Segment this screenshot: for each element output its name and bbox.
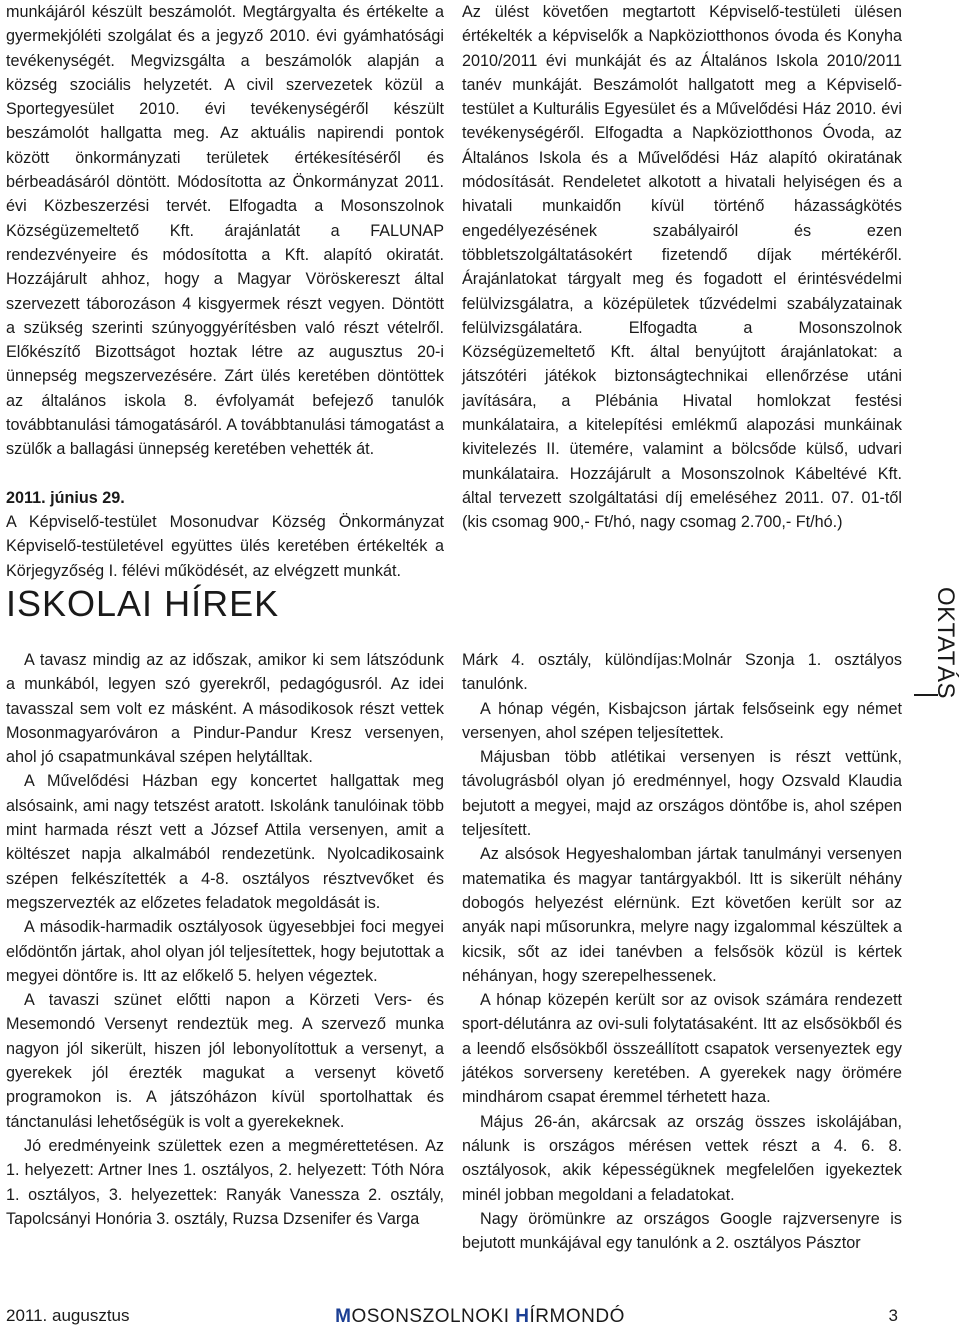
bottom-right-column — [462, 648, 902, 1255]
title-initial: M — [335, 1306, 352, 1327]
paragraph: munkájáról készült beszámolót. Megtárgyalta és értékelte a gyermekjóléti szolgálat és a jegyző 2010. évi gyámhatósági tevékenységét. Megvizsgálta a beszámolók alapján a község szociális helyzetét. A civil szervezetek közül a Sportegyesület 2010. évi tevékenységéről készült beszámolót hallgatta meg. Az aktuális napirendi pontok között önkormányzati területek értékesítéséről és bérbeadásáról döntött. Módosította az Önkormányzat 2011. évi Közbeszerzési tervét. Elfogadta a Mosonszolnok Községüzemeltető Kft. árajánlatát a FALUNAP rendezvényeire és módosította a Kft. alapító okiratát. Hozzájárult ahhoz, hogy a Magyar Vöröskereszt által szervezett táborozáson 4 kisgyermek részt vegyen. Döntött a szükség szerinti szúnyoggyérítésben való részt vételről. Előkészítő Bizottságot hoztak létre az augusztus 20-i ünnepség megszervezésére. Zárt ülés keretében döntöttek az általános iskola 8. évfolyamát befejező tanulók továbbtanulási támogatásáról. A továbbtanulási támogatást a szülők a ballagási ünnepség keretében vehették át. — [6, 3, 444, 459]
title-part: ÍRMONDÓ — [529, 1306, 625, 1327]
page-footer — [0, 1306, 960, 1332]
side-label — [908, 585, 959, 705]
top-left-column — [6, 0, 444, 583]
paragraph: Jó eredményeink születtek ezen a megmérettetésen. Az 1. helyezett: Artner Ines 1. osztályos, 2. helyezett: Tóth Nóra 1. osztályos, 3. helyezettek: Ranyák Vanessza 2. osztály, Tapolcsányi Honória 3. osztály, Ruzsa Dzsenifer és Varga — [6, 1136, 444, 1228]
side-label-text: OKTATÁS — [932, 587, 959, 699]
paragraph: A tavasz mindig az az időszak, amikor ki sem látszódunk a munkából, legyen szó gyerekről, pedagógusról. Az idei tavasszal sem volt ez másként. A másodikosok részt vettek Mosonmagyaróváron a Pindur-Pandur Kresz versenyen, ahol jó csapatmunkával szépen helytálltak. — [6, 651, 444, 767]
paragraph: A Képviselő-testület Mosonudvar Község Önkormányzat Képviselő-testületével együttes ülés keretében értékelték a Körjegyzőség I. félévi működését, az elvégzett munkát. — [6, 512, 444, 580]
paragraph: A tavaszi szünet előtti napon a Körzeti Vers- és Mesemondó Versenyt rendeztük meg. A szervező munka nagyon jól sikerült, hiszen jól lebonyolítottuk a versenyt, a gyerekek jól érezték magukat a versenyt követő programokon is. A játszóházon kívül sportolhattak és tánctanulási lehetőségük is volt a gyerekeknek. — [6, 991, 444, 1131]
paragraph: Az alsósok Hegyeshalomban jártak tanulmányi versenyen matematika és magyar tantárgyakból. Itt is sikerült néhány dobogós helyezést elérnünk. Ezt követően került sor az anyák napi műsorunkra, melyre nagy izgalommal készültek a kicsik, sőt az idei tanévben a felsősök közül is kértek néhányan, hogy szerepelhessenek. — [462, 845, 902, 985]
date-heading: 2011. június 29. — [6, 488, 125, 507]
page-number: 3 — [888, 1306, 898, 1325]
section-title: ISKOLAI HÍREK — [6, 583, 280, 624]
paragraph: A hónap közepén került sor az ovisok számára rendezett sport-délutánra az ovi-suli folytatásaként. Itt az elsősökből és a leendő elsősökből összeállított csapatok versenyeztek egy játékos sorverseny keretében. A gyerekek nagy örömére mindhárom csapat éremmel térhetett haza. — [462, 991, 902, 1107]
paragraph: Az ülést követően megtartott Képviselő-testületi ülésen értékelték a képviselők a Napköziotthonos óvoda és Konyha 2010/2011 évi munkáját és az Általános Iskola 2010/2011 tanév munkáját. Beszámolót hallgatott meg a Képviselő-testület a Kulturális Egyesület és a Művelődési Ház 2010. évi tevékenységéről. Elfogadta a Napköziotthonos Óvoda, az Általános Iskola és a Művelődési Ház alapító okiratának módosítását. Rendeletet alkotott a hivatali helyiségen és a hivatali munkaidőn kívül történő házasságkötés engedélyezésének szabályairól és ezen többletszolgáltatásokért fizetendő díjak mértékéről. Árajánlatokat tárgyalt meg és fogadott el érintésvédelmi felülvizsgálatra, a középületek tűzvédelmi szabályzatainak felülvizsgálatára. Elfogadta a Mosonszolnok Községüzemeltető Kft. által benyújtott árajánlatokat: a játszótéri játékok biztonságtechnikai ellenőrzése utáni javítására, a Plébánia Hivatal homlokzat festési munkálataira, a kitelepítési emlékmű alapozási munkáinak kivitelezés II. ütemére, valamint a bölcsőde külső, udvari munkálataira. Hozzájárult a Mosonszolnok Kábeltévé Kft. által tervezett szolgáltatási díj emeléséhez 2011. 07. 01-től (kis csomag 900,- Ft/hó, nagy csomag 2.700,- Ft/hó.) — [462, 3, 902, 532]
title-initial: H — [515, 1306, 530, 1327]
paragraph: Május 26-án, akárcsak az ország összes iskolájában, nálunk is országos mérésen vettek részt a 4. 6. 8. osztályosok, akik képességüknek megfelelően igyekeztek minél jobban megoldani a feladatokat. — [462, 1112, 902, 1204]
paragraph: Nagy örömünkre az országos Google rajzversenyre is bejutott munkájával egy tanulónk a 2. osztályos Pásztor — [462, 1209, 902, 1253]
bottom-left-column — [6, 648, 444, 1231]
paragraph: A Művelődési Házban egy koncertet hallgattak meg alsósaink, ami nagy tetszést aratott. Iskolánk tanulóinak több mint harmada részt vett a József Attila versenyen, amit a költészet napja alkalmából rendezetünk. Nyolcadikosaink szépen felkészítették a 4-8. osztályos résztvevőket és megszervezték az előzetes feladatok megoldását is. — [6, 772, 444, 912]
paragraph: A második-harmadik osztályosok ügyesebbjei foci megyei elődöntőn jártak, ahol olyan jól teljesítettek, hogy bejutottak a megyei döntőre is. Itt az előkelő 5. helyen végeztek. — [6, 918, 444, 985]
paragraph: Májusban több atlétikai versenyen is részt vettünk, távolugrásból olyan jó eredménnyel, hogy Ozsvald Klaudia bejutott a megyei, majd az országos döntőbe is, ahol szépen teljesített. — [462, 748, 902, 840]
top-right-column — [462, 0, 902, 535]
footer-date: 2011. augusztus — [6, 1306, 130, 1325]
publication-title — [310, 1306, 650, 1328]
paragraph: Márk 4. osztály, különdíjas:Molnár Szonja 1. osztályos tanulónk. — [462, 651, 902, 694]
paragraph: A hónap végén, Kisbajcson jártak felsőseink egy német versenyen, ahol szépen teljesítettek. — [462, 699, 902, 742]
title-part: OSONSZOLNOKI — [351, 1306, 516, 1327]
